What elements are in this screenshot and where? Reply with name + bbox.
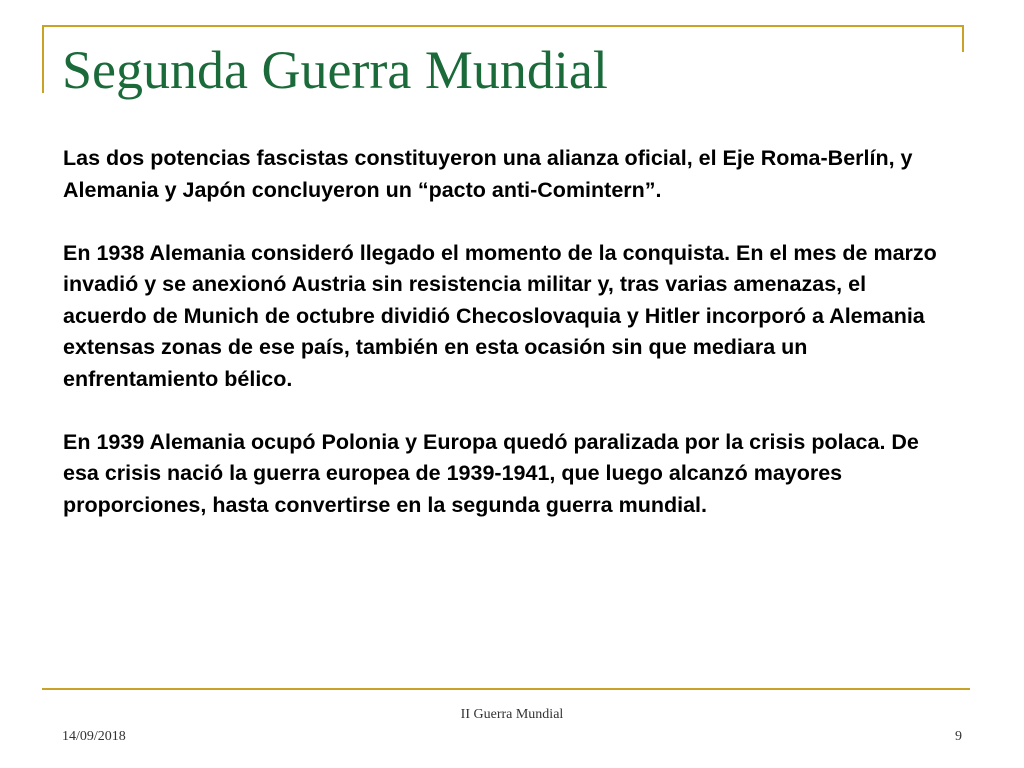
slide-body	[63, 143, 943, 521]
frame-left-line	[42, 25, 44, 93]
slide-title: Segunda Guerra Mundial	[62, 40, 608, 100]
page-number: 9	[955, 729, 962, 744]
paragraph-1939: En 1939 Alemania ocupó Polonia y Europa quedó paralizada por la crisis polaca. De esa crisis nació la guerra europea de 1939-1941, que luego alcanzó mayores proporciones, hasta convertirse en la segunda guerra mundial.	[63, 429, 919, 517]
paragraph-eje: Las dos potencias fascistas constituyeron una alianza oficial, el Eje Roma-Berlín, y Alemania y Japón concluyeron un “pacto anti-Comintern”.	[63, 146, 913, 202]
footer-divider	[42, 688, 970, 690]
frame-right-line	[962, 25, 964, 52]
paragraph-1938: En 1938 Alemania consideró llegado el momento de la conquista. En el mes de marzo invadió y se anexionó Austria sin resistencia militar y, tras varias amenazas, el acuerdo de Munich de octubre dividió Checoslovaquia y Hitler incorporó a Alemania extensas zonas de ese país, también en esta ocasión sin que mediara un enfrentamiento bélico.	[63, 240, 937, 391]
footer-date: 14/09/2018	[62, 729, 126, 744]
frame-top-line	[42, 25, 964, 27]
footer-title: II Guerra Mundial	[460, 707, 564, 722]
